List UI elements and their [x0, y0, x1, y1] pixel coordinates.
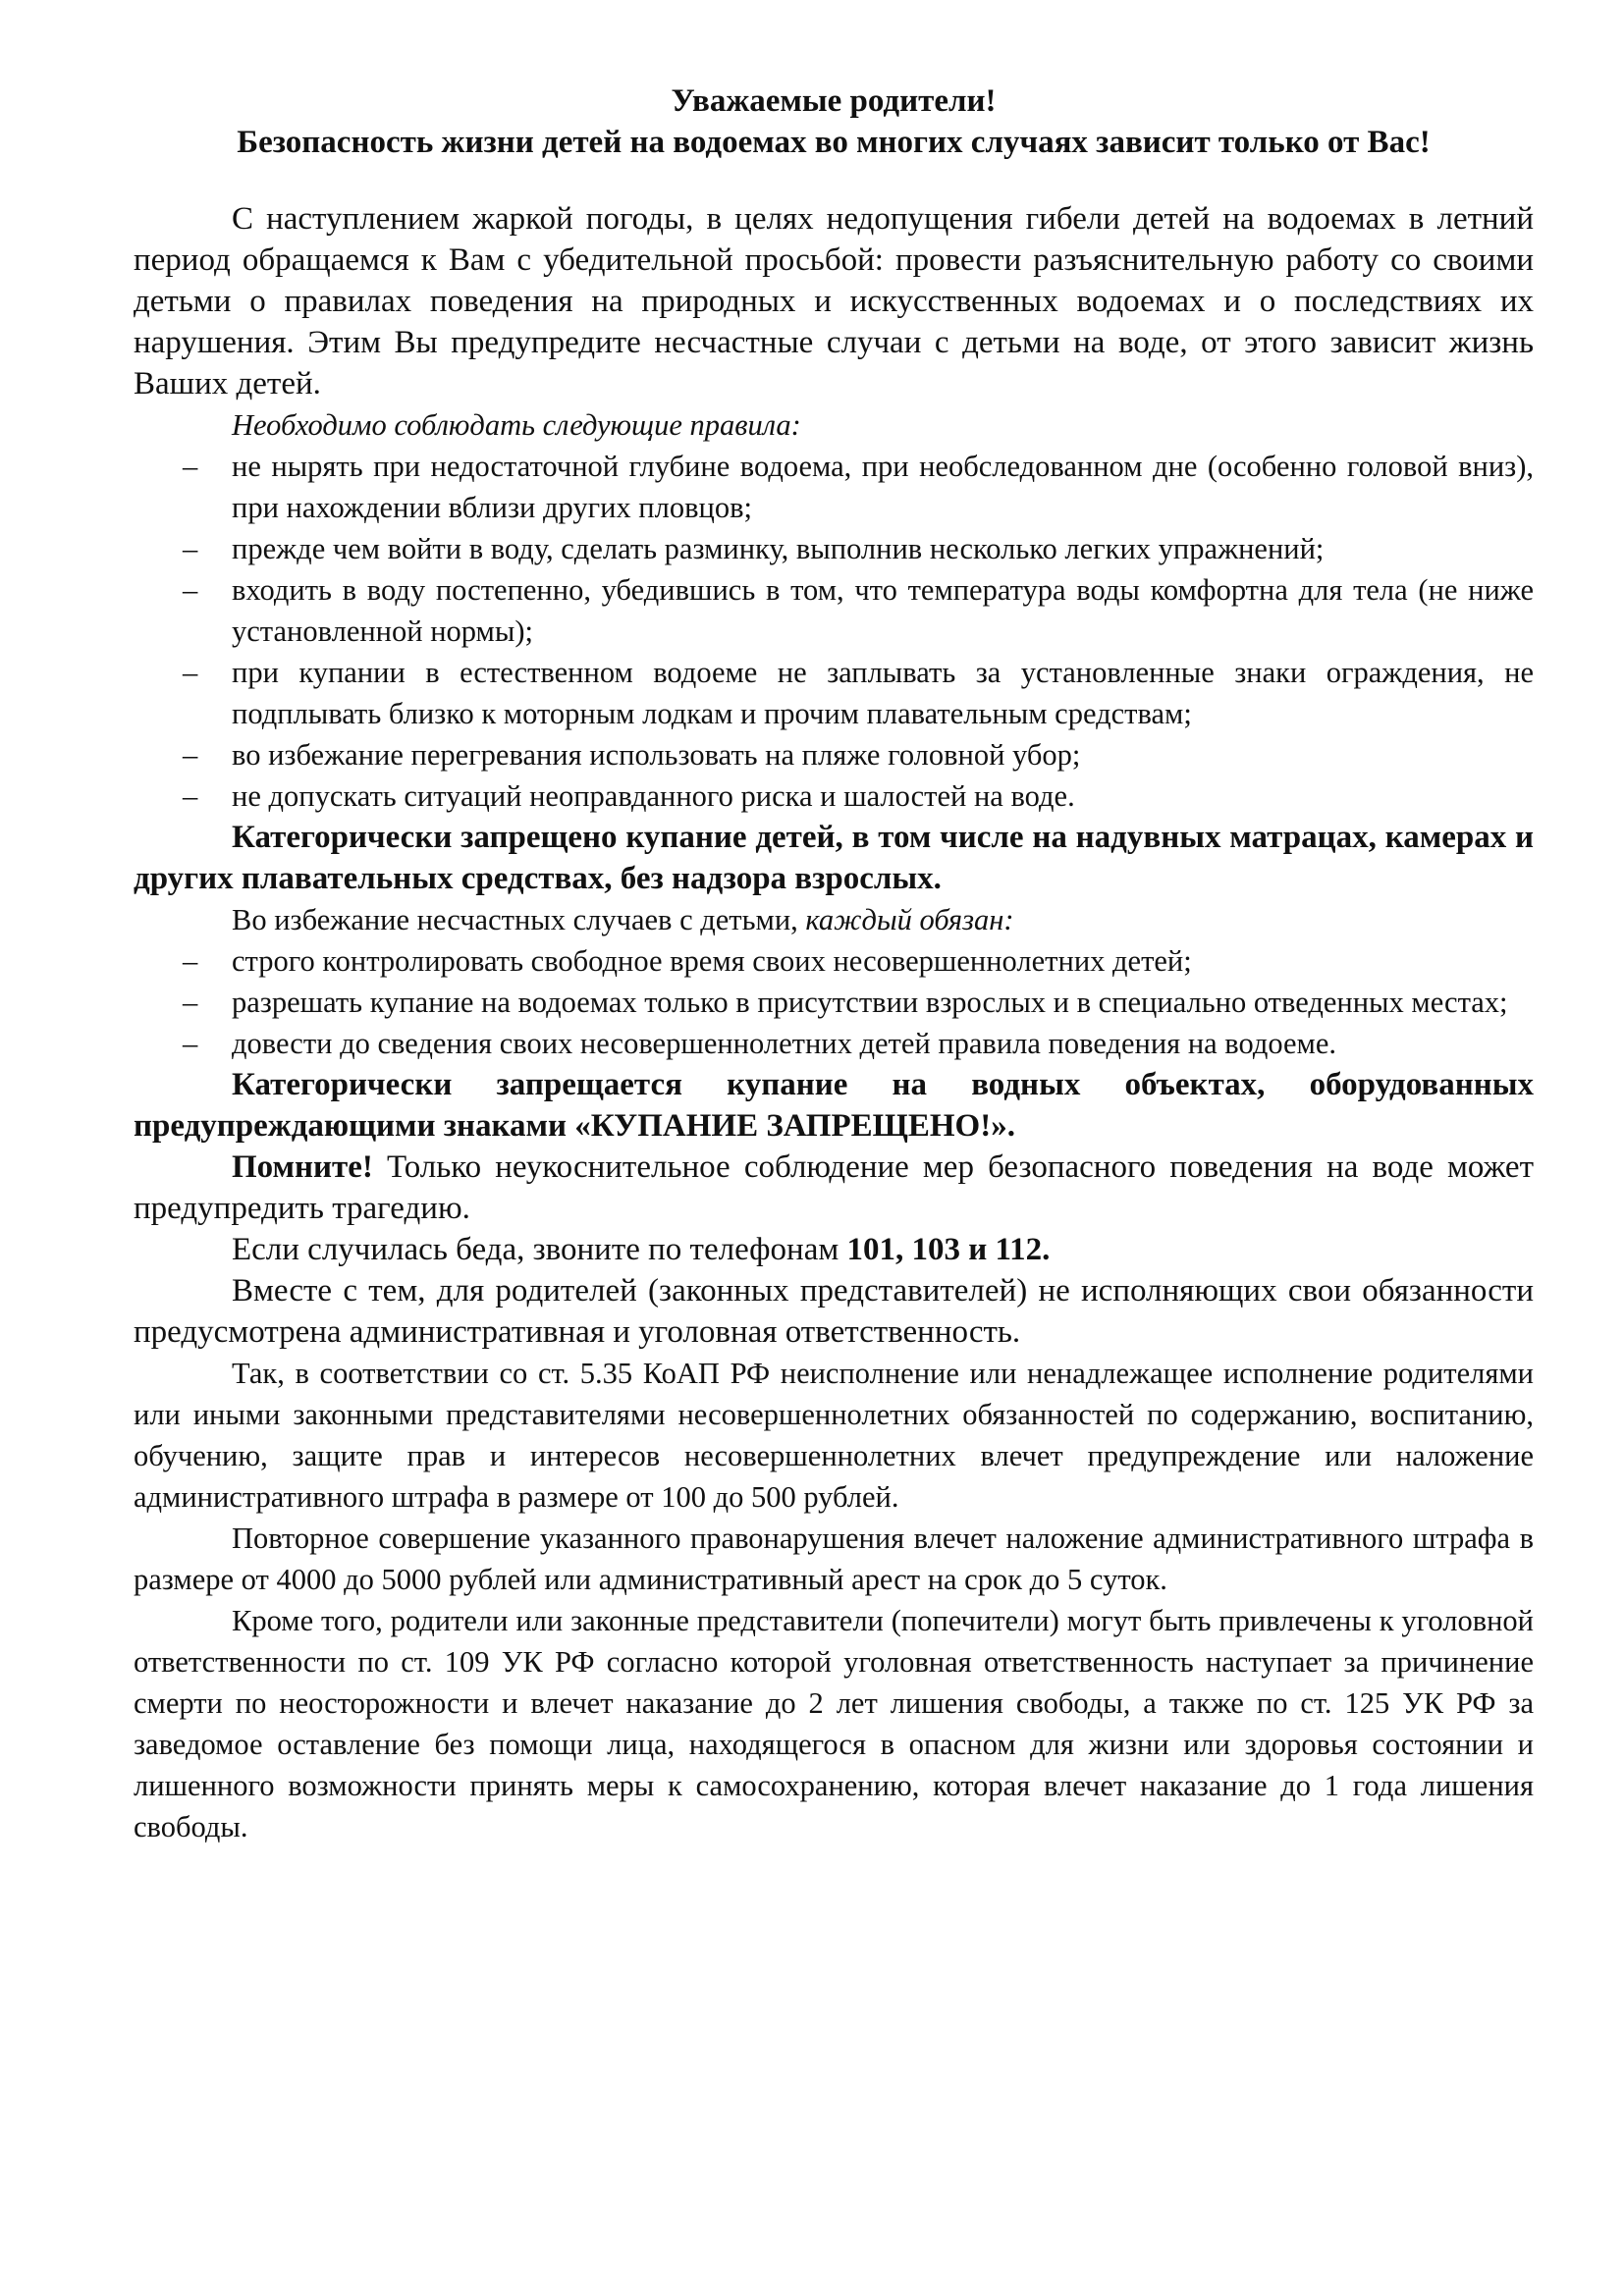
document-header — [134, 80, 1534, 163]
list-item — [134, 775, 1534, 817]
list-item-text: прежде чем войти в воду, сделать разминку, выполнив несколько легких упражнений; — [232, 532, 1325, 565]
phones-paragraph — [134, 1229, 1534, 1270]
list-item — [134, 446, 1534, 528]
dash-marker: – — [183, 944, 198, 978]
criminal-liability-paragraph: Кроме того, родители или законные представители (попечители) могут быть привлечены к уголовной ответственности по ст. 109 УК РФ согласно которой уголовная ответственность наступает за причинение смерти по неосторожности и влечет наказание до 2 лет лишения свободы, а также по ст. 125 УК РФ за заведомое оставление без помощи лица, находящегося в опасном для жизни или здоровья состоянии и лишенного возможности принять меры к самосохранению, которая влечет наказание до 1 года лишения свободы. — [134, 1604, 1534, 1843]
responsibility-paragraph: Вместе с тем, для родителей (законных представителей) не исполняющих свои обязанности предусмотрена административная и уголовная ответственность. — [134, 1273, 1534, 1350]
rules-heading: Необходимо соблюдать следующие правила: — [232, 408, 801, 442]
list-item-text: разрешать купание на водоемах только в присутствии взрослых и в специально отведенных местах; — [232, 986, 1508, 1019]
dash-marker: – — [183, 738, 198, 772]
list-item — [134, 652, 1534, 734]
list-item — [134, 982, 1534, 1023]
dash-marker: – — [183, 532, 198, 565]
list-item — [134, 940, 1534, 982]
repeat-offense-paragraph: Повторное совершение указанного правонарушения влечет наложение административного штрафа в размере от 4000 до 5000 рублей или административный арест на срок до 5 суток. — [134, 1522, 1534, 1596]
koap-paragraph: Так, в соответствии со ст. 5.35 КоАП РФ неисполнение или ненадлежащее исполнение родителями или иными законными представителями несовершеннолетних обязанностей по содержанию, воспитанию, обучению, защите прав и интересов несовершеннолетних влечет предупреждение или наложение административного штрафа в размере от 100 до 500 рублей. — [134, 1357, 1534, 1514]
list-item-text: не нырять при недостаточной глубине водоема, при необследованном дне (особенно головой вниз), при нахождении вблизи других пловцов; — [232, 450, 1534, 524]
rules-list — [134, 446, 1534, 817]
greeting-title: Уважаемые родители! — [671, 83, 997, 119]
dash-marker: – — [183, 656, 198, 689]
list-item-text: довести до сведения своих несовершеннолетних детей правила поведения на водоеме. — [232, 1027, 1337, 1060]
duties-list — [134, 940, 1534, 1064]
remember-text: Только неукоснительное соблюдение мер безопасного поведения на воде может предупредить трагедию. — [134, 1149, 1534, 1226]
dash-marker: – — [183, 779, 198, 813]
phones-text: Если случилась беда, звоните по телефонам — [232, 1232, 847, 1267]
list-item-text: входить в воду постепенно, убедившись в том, что температура воды комфортна для тела (не ниже установленной нормы); — [232, 573, 1534, 648]
duties-lead-italic: каждый обязан: — [805, 903, 1014, 936]
duties-heading — [134, 899, 1534, 940]
remember-label: Помните! — [232, 1149, 373, 1185]
phone-numbers: 101, 103 и 112. — [846, 1232, 1051, 1267]
warning-forbidden-zones: Категорически запрещается купание на водных объектах, оборудованных предупреждающими знаками «КУПАНИЕ ЗАПРЕЩЕНО!». — [134, 1067, 1534, 1144]
dash-marker: – — [183, 450, 198, 483]
duties-lead: Во избежание несчастных случаев с детьми, — [232, 903, 806, 936]
warning-supervision: Категорически запрещено купание детей, в том числе на надувных матрацах, камерах и других плавательных средствах, без надзора взрослых. — [134, 820, 1534, 896]
remember-paragraph — [134, 1147, 1534, 1229]
list-item-text: не допускать ситуаций неоправданного риска и шалостей на воде. — [232, 779, 1075, 813]
list-item — [134, 734, 1534, 775]
intro-paragraph: С наступлением жаркой погоды, в целях недопущения гибели детей на водоемах в летний период обращаемся к Вам с убедительной просьбой: провести разъяснительную работу со своими детьми о правилах поведения на природных и искусственных водоемах и о последствиях их нарушения. Этим Вы предупредите несчастные случаи с детьми на воде, от этого зависит жизнь Ваших детей. — [134, 201, 1534, 401]
list-item — [134, 569, 1534, 652]
dash-marker: – — [183, 1027, 198, 1060]
list-item-text: при купании в естественном водоеме не заплывать за установленные знаки ограждения, не подплывать близко к моторным лодкам и прочим плавательным средствам; — [232, 656, 1534, 730]
list-item-text: во избежание перегревания использовать на пляже головной убор; — [232, 738, 1081, 772]
list-item-text: строго контролировать свободное время своих несовершеннолетних детей; — [232, 944, 1192, 978]
dash-marker: – — [183, 986, 198, 1019]
list-item — [134, 528, 1534, 569]
list-item — [134, 1023, 1534, 1064]
document-body — [134, 198, 1534, 1847]
main-title: Безопасность жизни детей на водоемах во многих случаях зависит только от Вас! — [237, 125, 1431, 160]
dash-marker: – — [183, 573, 198, 607]
